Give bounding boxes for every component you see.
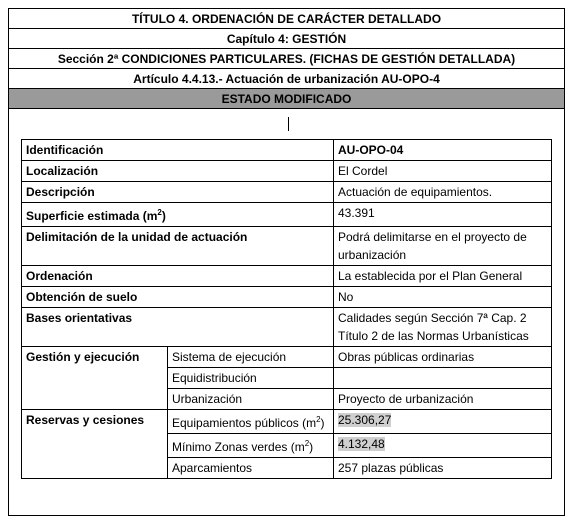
reservas-sub: Equipamientos públicos $(m^2)$ [168, 410, 334, 434]
table-row [22, 182, 552, 203]
obtencion-label: Obtención de suelo [22, 287, 334, 308]
reservas-value: 257 plazas públicas [334, 458, 552, 479]
superficie-label: Superficie estimada $(m^2)$ [22, 203, 334, 227]
gestion-value [334, 368, 552, 389]
ordenacion-value: La establecida por el Plan General [334, 266, 552, 287]
table-row [22, 308, 552, 347]
ficha-table [21, 139, 552, 479]
gestion-value: Proyecto de urbanización [334, 389, 552, 410]
reservas-label: Reservas y cesiones [22, 410, 168, 479]
delimitacion-value: Podrá delimitarse en el proyecto de urbanización [334, 227, 552, 266]
ordenacion-label: Ordenación [22, 266, 334, 287]
bases-label: Bases orientativas [22, 308, 334, 347]
delimitacion-label: Delimitación de la unidad de actuación [22, 227, 334, 266]
table-row [22, 347, 552, 368]
reservas-sub: Mínimo Zonas verdes $(m^2)$ [168, 434, 334, 458]
text-cursor [288, 117, 289, 131]
estado-header: ESTADO MODIFICADO [9, 89, 564, 109]
gestion-sub: Equidistribución [168, 368, 334, 389]
table-row [22, 410, 552, 434]
obtencion-value: No [334, 287, 552, 308]
identificacion-value: AU-OPO-04 [334, 140, 552, 161]
reservas-sub: Aparcamientos [168, 458, 334, 479]
identificacion-label: Identificación [22, 140, 334, 161]
capitulo-header: Capítulo 4: GESTIÓN [9, 29, 564, 49]
bases-value: Calidades según Sección 7ª Cap. 2 Título 2 de las Normas Urbanísticas [334, 308, 552, 347]
gestion-label: Gestión y ejecución [22, 347, 168, 410]
gestion-value: Obras públicas ordinarias [334, 347, 552, 368]
descripcion-value: Actuación de equipamientos. [334, 182, 552, 203]
table-row [22, 266, 552, 287]
localizacion-label: Localización [22, 161, 334, 182]
table-row [22, 287, 552, 308]
seccion-header: Sección 2ª CONDICIONES PARTICULARES. (FICHAS DE GESTIÓN DETALLADA) [9, 49, 564, 69]
articulo-header: Artículo 4.4.13.- Actuación de urbanización AU-OPO-4 [9, 69, 564, 89]
reservas-value: 4.132,48 [334, 434, 552, 458]
descripcion-label: Descripción [22, 182, 334, 203]
table-row [22, 203, 552, 227]
gestion-sub: Sistema de ejecución [168, 347, 334, 368]
localizacion-value: El Cordel [334, 161, 552, 182]
titulo-header: TÍTULO 4. ORDENACIÓN DE CARÁCTER DETALLADO [9, 9, 564, 29]
gestion-sub: Urbanización [168, 389, 334, 410]
table-row [22, 140, 552, 161]
table-row [22, 161, 552, 182]
reservas-value: 25.306,27 [334, 410, 552, 434]
table-row [22, 227, 552, 266]
superficie-value: 43.391 [334, 203, 552, 227]
ficha-sheet [8, 8, 565, 516]
